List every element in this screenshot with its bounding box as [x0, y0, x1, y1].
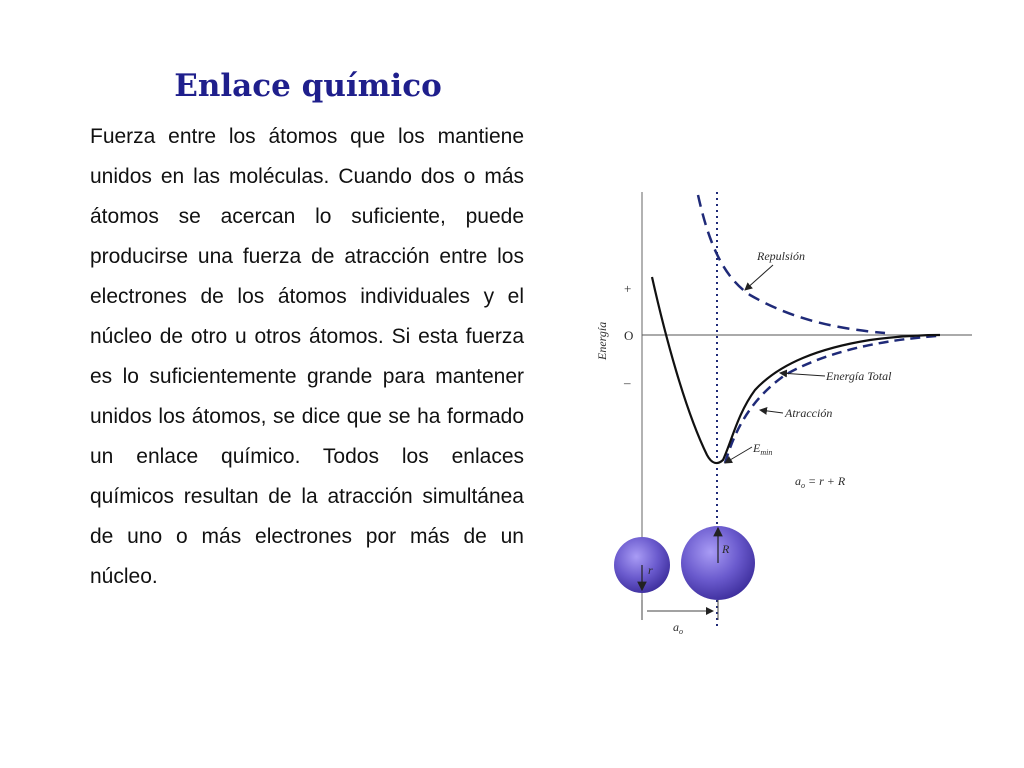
distance-relation	[795, 474, 846, 490]
body-paragraph: Fuerza entre los átomos que los mantiene unidos en las moléculas. Cuando dos o más átomos se acercan lo suficiente, puede producirse una fuerza de atracción entre los electrones de los átomos individuales y el núcleo de otro u otros átomos. Si esta fuerza es lo suficientemente grande para mantener unidos los átomos, se dice que se ha formado un enlace químico. Todos los enlaces químicos resultan de la atracción simultánea de uno o más electrones por más de un núcleo.	[90, 125, 524, 588]
attraction-label: Atracción	[785, 406, 833, 420]
emin-label	[752, 441, 772, 457]
minus-sign: –	[624, 375, 631, 390]
total-energy-pointer	[780, 373, 825, 376]
distance-label	[673, 620, 683, 636]
bond-energy-diagram	[585, 185, 980, 640]
small-radius-label: r	[648, 563, 653, 577]
large-radius-label: R	[722, 542, 730, 556]
attraction-pointer	[760, 410, 783, 413]
y-axis-label: Energía	[595, 321, 609, 360]
plus-sign: +	[624, 281, 632, 296]
emin-subscript: min	[760, 448, 773, 457]
zero-label: O	[624, 328, 634, 343]
emin-pointer	[725, 447, 752, 463]
emin-base: E	[753, 441, 761, 455]
repulsion-label: Repulsión	[757, 249, 805, 263]
repulsion-curve	[698, 195, 885, 333]
repulsion-pointer	[745, 265, 773, 290]
distance-base: a	[673, 620, 679, 634]
distance-subscript: o	[679, 627, 683, 636]
slide-title: Enlace químico	[174, 68, 442, 104]
relation-rest: = r + R	[805, 474, 846, 488]
relation-base: a	[795, 474, 801, 488]
total-energy-label: Energía Total	[826, 369, 892, 383]
relation-subscript: o	[801, 481, 805, 490]
